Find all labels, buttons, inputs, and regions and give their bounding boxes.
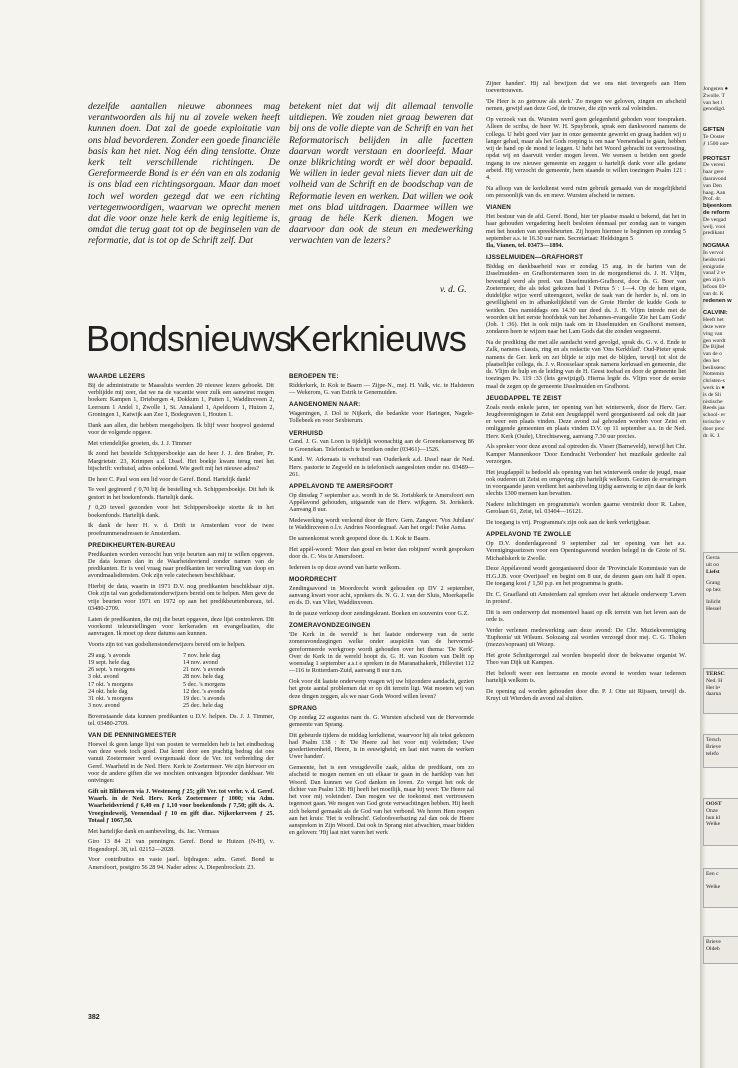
paragraph: Het appèl-woord: 'Meer dan goud en beter dan robijnen' wordt gesproken door ds. C. Vos te Amersfoort. [289,545,474,560]
date-cell: 17 okt. 's morgens [88,680,134,688]
kerknieuws-column-right [486,80,686,706]
paragraph: Cand. J. G. van Loon is tijdelijk woonachtig aan de Groenekanseweg 86 te Groenekan. Telefonisch te bereiken onder (03461)—1526. [289,438,474,453]
date-cell: 26 sept. 's morgens [88,666,136,673]
ad-line: Inlicht [706,598,721,605]
date-cell: 19 sept. hele dag [88,658,130,666]
fragment-line: deze were [703,323,726,330]
ad-line: op bez [706,587,721,594]
fragment-line: dr. K. J. [703,432,721,439]
paragraph: Zendingsavond in Moordrecht wordt gehouden op DV 2 september, aanvang kwart voor acht, sprekers ds. N. G. J. van der Sluis, Moerkapelle en ds. D. van Vliet, Waddinxveen. [289,584,474,607]
ad-line: TERSC [706,671,725,677]
heading-moordrecht: MOORDRECHT [289,576,337,583]
paragraph: Dr. C. Graafland uit Amsterdam zal spreken over het aktuele onderwerp 'Leven in protest'. [486,590,686,605]
fragment-line: Nottemin [703,371,725,378]
fragment-line: haag. Aan [703,189,726,196]
paragraph: Deze Appèlavond wordt georganiseerd door de 'Provinciale Kommissie van de H.G.J.B. voor Overijssel' en begint om 8 uur, de deuren gaan om half 8 open. De toegang kost ƒ 1,50 p.p. en het programma is gratis. [486,565,686,587]
fragment-line: De vereni [703,162,725,169]
heading-waarde-lezers: WAARDE LEZERS [88,373,146,380]
fragment-heading: PROTEST [703,155,731,162]
fragment-line: Heeft het [703,317,724,324]
paragraph: Het belooft weer een leerzame en mooie avond te worden waar iedereen hartelijk welkom is. [486,669,686,684]
date-cell: 3 okt. avond [88,673,119,681]
ad-box [703,734,738,768]
paragraph: Het grote Schnitgerorgel zal worden bespeeld door de bekwame organist W. Theo van Dijk uit Kampen. [486,651,686,666]
paragraph: Laten de predikanten, die mij die beurt opgaven, deze lijst controleren. Dit voorkomt teleurstellingen voor kerkeraden en evangelisaties, die aanvragen. Ik moet op deze datums aan kunnen. [88,615,274,637]
heading-sprang: SPRANG [289,704,318,712]
page-number: 382 [88,1014,100,1021]
ad-line: OOST [706,801,722,807]
fragment-line: predikant [703,230,725,237]
heading-penningmeester: VAN DE PENNINGMEESTER [88,732,177,739]
ad-line: telefo [706,750,719,757]
ad-line: Tersch [706,737,721,743]
heading-zomeravondzegingen: ZOMERAVONDZEGINGEN [289,622,371,630]
paragraph: Zijner handen'. Hij zal bewijzen dat we ons niet tevergeefs aan Hem toevertrouwen. [486,80,686,95]
ad-line: Ned. H [706,677,723,684]
fragment-line: heidsvriei [703,256,726,263]
fragment-line: torische v [703,419,725,426]
heading-beroepen: BEROEPEN TE: [289,373,339,380]
ad-line: daarna [706,691,721,698]
paragraph: Voor contributies en vaste jaarl. bijdragen: adm. Geref. Bond te Amersfoort, postgiro 56 28 94. Nader adres: A. Diepenbrockstr. 23. [88,856,274,871]
paragraph: Het bestuur van de afd. Geref. Bond, hier ter plaatse maakt u bekend, dat het in haar gehouden vergadering heeft besloten éénmaal per zondag aan te vangen met het houden van spreekbeurten. Zij hopen hiermee te beginnen op zondag 5 september a.s. te 16.30 uur nam. Secretariaat: Heldsingen 5 [486,213,686,242]
paragraph: Bovenstaande data kunnen predikanten u D.V. helpen. Ds. J. J. Timmer, tel. 03480-2709. [88,712,274,727]
paragraph: De opening zal worden gehouden door dhr. P. J. Otte uit Rijssen, terwijl ds. Kruyt uit Wierden de avond zal sluiten. [486,687,686,702]
fragment-line: van het l [703,99,723,106]
paragraph: Biddag en dankbaarheid was er zondag 15 aug. in de harten van de IJsselmuiden- en Grafhorsternaren toen in de morgendienst ds. J. H. Vlijm, bevestigd werd als pred. van IJsselmuiden-Grafhorst, door ds. G. Boer van Zoetermeer, die als tekst gekozen had 1 Petrus 5 : 1—4. Op de hem eigen, duidelijke wijze werd uiteengezet, welke de taak van de herder is, nl. om in gewilligheid en in afhankelijkheid van de Grote Herder de kudde Gods te weiden. Des namiddags om 14.30 uur deed ds. J. H. Vlijm intrede met de woorden uit het eerste hoofdstuk van het Johannes-evangelie 'Zie het Lam Gods' (Joh. 1 :36). Het is ook mijn taak om in IJsselmuiden en Grafhorst mensen, zondaren heen te wijzen naar het Lam Gods dat die zonden wegneemt. [486,263,686,336]
fragment-line: school- er [703,412,726,419]
paragraph: ƒ 0,20 teveel gezonden voor het Schippersboekje stortte ik in het boekenfonds. Hartelijk dank. [88,504,274,519]
paragraph: Als spreker voor deze avond zal optreden ds. Visser (Barneveld), terwijl het Chr. Kamper Mannenkoor 'Door Eendracht Verbonden' het muzikale gedeelte zal verzorgen. [486,443,686,465]
fragment-line: werk in ● [703,385,725,392]
date-cell: 14 nov. avond [183,658,218,666]
fragment-heading: NOGMAA [703,243,730,250]
paragraph: Met hartelijke dank en aanbeveling, ds. Jac. Vermaas [88,827,220,835]
fragment-line: gen zijn h [703,277,726,284]
fragment-line: Reeds jaa [703,405,725,412]
paragraph: Hierbij de data, waarin in 1971 D.V. nog predikanten beschikbaar zijn. Ook zijn tal van godsdienstonderwijzers bereid om te helpen. Men geve de vrije beurten voor 1971 en 1972 op aan het predikbeurtenbureau, tel. 03480-2709. [88,583,274,612]
fragment-line: Jongeren ● [703,86,728,92]
paragraph: Dit gebeurde tijdens de middag kerkdienst, waarvoor hij als tekst gekozen had Psalm 138 : 8: 'De Heere zal het voor mij voleinden; Uwe goedertierenheid, Heere, is in eeuwigheid; en laat niet varen de werken Uwer handen'. [289,731,474,761]
ad-line: Liefst [706,568,720,575]
intro-text-left: dezelfde aantallen nieuwe abonnees mag verantwoorden als hij nu al zovele weken heeft kunnen doen. Dat zal de goede exploitatie van ons blad bevorderen. Zonder een goede financiële basis kan het niet. Nog één ding tenslotte. Onze kerk telt verschillende richtingen. De Gereformeerde Bond is er één van en als zodanig is ons blad een richtingsorgaan. Maar dan moet toch wel worden gezegd dat we een richting vertegenwoordigen, waarvan we oprecht menen dat die voor onze hele kerk de enig legitieme is, omdat die terug gaat tot op de beginselen van de reformatie, dat is tot op de Schrift zelf. Dat [88,101,280,247]
paragraph: Dank aan allen, die hebben meegeholpen. Ik blijf weer hoopvol gestemd voor de volgende opgave. [88,421,274,436]
fragment-line: lefoon 03• [703,283,727,290]
fragment-line: vanaf 2 s• [703,270,726,277]
ad-line: Een c [706,871,719,877]
fragment-line: Te Ooster [703,133,725,140]
fragment-line: redenen w [703,297,732,304]
ad-line: hun kl [706,814,721,821]
intro-text-right: betekent niet dat wij dit allemaal tenvolle uitdiepen. We zouden niet graag beweren dat bij ons de volle diepte van de Schrift en van het Reformatorisch belijden in alle facetten daarvan wordt verstaan en doorleefd. Maar onze blikrichting wordt er wèl door bepaald. We willen in ieder geval niets liever dan uit de volheid van de Schrift en de boodschap van de Reformatie leven en werken. Dat willen we ook met ons blad uitdragen. Daarmee willen we graag de héle Kerk dienen. Mogen we daarvoor dan ook de steun en medewerking verwachten van de lezers? [289,101,473,247]
heading-jeugdappel-zeist: JEUGDAPPEL TE ZEIST [486,394,562,402]
date-cell: 7 nov. hele dag [183,651,221,659]
fragment-line: nistische [703,398,723,405]
paragraph: Zoals reeds enkele jaren, ter opening van het winterwerk, door de Herv. Ger. Jeugdverenigingen te Zeist een Jeugdappèl werd georganiseerd zal ook dit jaar er weer een plaats vinden. Deze avond zal gehouden worden voor Zeist en omliggende gemeenten en plaats vinden D.V. op 11 september a.s. in de Ned. Herv. Kerk (Oude), Utrechtseweg, aanvang 7.30 uur precies. [486,403,686,440]
fragment-line: haar gere [703,169,724,176]
paragraph: Wageningen, J. Dol te Nijkerk, die bedankte voor Haringen, Nagele-Tollebeek en voor Sexbierum. [289,410,474,425]
next-page-fragment [703,86,737,439]
date-cell: 5 dec. 's morgens [183,680,226,688]
heading-appelavond-zwolle: APPELAVOND TE ZWOLLE [486,531,572,539]
dates-table [88,652,274,710]
fragment-line: daaravond [703,175,727,182]
paragraph: Na de prediking die met alle aandacht werd gevolgd, sprak ds. G. v. d. Ende te Zalk, namens classis, ring en als redactie van 'Ons Kerkblad'. Oud-Pieter sprak namens de Ger. kerk en zei blijde te zijn met de blijden, terwijl tot slot de plaatselijke collega, ds. J. v. Roosselaar sprak namens kerkraad en gemeente, die ds. Vlijm de hulp en de leiding van de H. Geest toebad en door de gemeente liet toezingen Ps. 119 :33 (lets gewijzigd). Hierna legde ds. Vlijm voor de eerste maal de zegen op de gemeente IJsselmuiden en Grafhorst. [486,339,686,390]
ad-box [703,552,738,644]
fragment-line: genodigd. [703,106,726,113]
paragraph: 'De Heer is zo getrouw als sterk.' Zo mogen we geloven, zingen en afscheid nemen, gewijd aan deze God, de trouwe, die zijn werk zal voleinden. [486,98,686,113]
heading-appelavond-amersfoort: APPELAVOND TE AMERSFOORT [289,483,394,490]
paragraph: Ridderkerk, Ir. Kok te Baarn — Zijpe-N., mej. H. Valk, vic. te Halsteren — Wekerom, G. van Estrik te Genemuiden. [289,381,474,396]
fragment-line: Prof. dr. [703,196,722,203]
paragraph: Op dinsdag 7 september a.s. wordt in de St. Jorisbkerk te Amersfoort een Appèlavond gehouden, uitgaande van de Herv. wijkgem. St. Joriskerk. Aanvang 8 uur. [289,491,474,514]
paragraph: Predikanten worden verzocht hun vrije beurten aan mij te willen opgeven. De data komen dan in de Waarheidsvriend zonder namen van de predikanten. Er is veel vraag naar predikanten ter vervulling van doop en avondmaalsdiensten. Ook zijn vele catechesen beschikbaar. [88,550,274,580]
paragraph: Op D.V. donderdagavond 9 september zal ter opening van het a.s. Verenigingsseizoen voor een Openingsavond worden belegd in de Grote of St. Michaëlskerk te Zwolle. [486,540,686,562]
heading-vianen: VIANEN [486,204,511,212]
paragraph: Dit is een onderwerp dat momenteel haast op elk terrein van het leven aan de orde is. [486,608,686,623]
date-cell: 25 dec. hele dag [183,702,224,710]
paragraph: De samenkomst wordt geopend door ds. I. Kok te Baarn. [289,535,430,542]
date-cell: 29 aug. 's avonds [88,651,131,659]
fragment-line: christen-s [703,378,725,385]
fragment-line: gen wordt [703,337,726,344]
heading-predikbeurten: PREDIKHEURTEN-BUREAU [88,541,176,549]
date-cell: 24 okt. hele dag [88,687,128,695]
paragraph: 'De Kerk in de wereld' is het laatste onderwerp van de serie zomeravondzegingen welke onder auspiciën van de hervormd-gereformeerde werkgroep wordt gehouden over het thema: 'De Kerk'. Over de Kerk in de wereld hoopt ds. G. H. van Kooten van Delft op woensdag 1 september a.s.t e spreken in de Maranathakerk, Hilleviiet 112—116 te Rotterdam-Zuid, aanvang 8 uur n.m. [289,631,474,675]
paragraph: Iedereen is op deze avond van harte welkom. [289,563,401,571]
paragraph: Kand. W. Arkeraats is verhuisd van Ouderkerk a.d. IJssel naar de Ned. Herv. pastorie te Zegveld en is telefonisch aangesloten onder no. 03489—261. [289,456,474,478]
fragment-line: De vergad [703,216,727,223]
date-cell: 19 dec. 's avonds [183,695,226,702]
paragraph: Nadere inlichtingen en programma's worden gaarne verstrekt door R. Labee, Gerolaan 61, Zeist, tel. 03404—16121. [486,501,686,516]
paragraph: Ila, Vianen, tel. 03473—1894. [486,242,564,249]
fragment-line: In vervol [703,249,724,256]
date-cell: 28 nov. hele dag [183,673,224,681]
paragraph: Gift uit Blithoven via J. Westeneng ƒ 25; gift Ver. tot verbr. v. d. Geref. Waarh. in de Ned. Herv. Kerk Zoetermeer ƒ 1000; via Adm. Waarheidsvriend ƒ 6,40 en ƒ 1,10 voor boekenfonds ƒ 7,50; gift ds. A. Vroegindeweij, Veenendaal ƒ 10 en gift diac. Nijkerkerveen ƒ 25. Totaal ƒ 1067,50. [88,787,274,824]
date-cell: 3 nov. avond [88,702,120,710]
paragraph: Met vriendelijke groeten, ds. J. J. Timmer [88,439,192,447]
fragment-heading: GIFTEN [703,127,725,134]
section-title-kerknieuws: Kerknieuws [288,318,467,359]
paragraph: Giro 13 84 21 van penningm. Geref. Bond te Huizen (N-H), v. Hogendorpl. 38, tel. 02152—2028. [88,838,274,853]
fragment-line: bijeenkom [703,203,732,210]
ad-line: Hessel [706,605,721,612]
fragment-line: ving van [703,330,723,337]
date-cell: 21 nov. 's avonds [183,666,226,673]
paragraph: De toegang is vrij. Programma's zijn ook aan de kerk verkrijgbaar. [486,519,651,526]
paragraph: Voorts zijn tot van godsdienstonderwijzers bereid om te helpen. [88,640,246,648]
bondsnieuws-column [88,368,274,874]
paragraph: Te veel gegireerd ƒ 0,70 bij de bestelling v.h. Schippersboekje. Dit heb ik gestort in het boekenfonds. Hartelijk dank. [88,486,274,501]
fragment-line: van Den [703,182,722,189]
date-cell: 31 okt. 's morgens [88,695,134,702]
fragment-line: welj. vooi [703,223,726,230]
ad-line: uit oo [706,561,719,568]
ad-line: Onze [706,807,718,814]
paragraph: Op zondag 22 augustus nam ds. G. Wursten afscheid van de Hervormde gemeente van Sprang. [289,713,474,728]
fragment-line: is de Sli [703,391,722,398]
ad-box [703,798,738,846]
ad-line: Grang [706,580,720,587]
paragraph: Verder verlenen medewerking aan deze avond: De Chr. Muziekvereniging 'Euphonia' uit Wilsum. Solozang zal worden verzorgd door mej. C. G. Tholen (mezzo/sopraan) uit Wezep. [486,626,686,648]
kerknieuws-column [289,368,474,840]
heading-verhuisd: VERHUISD [289,429,324,437]
ad-box [703,868,738,908]
paragraph: Ik zond het bestelde Schippersboekje aan de heer J. J. den Braber, Pr. Margrietstr. 23, Krimpen a.d. IJssel. Het boekje kwam terug met het bijschrift: verhuisd, adres onbekend. Wie geeft mij het nieuwe adres? [88,450,274,472]
date-cell: 12 dec. 's avonds [183,687,226,695]
ad-line: Het b• [706,684,721,691]
ad-line: Welke [706,821,721,828]
fragment-line: van dr. K [703,290,724,297]
paragraph: Bij de administratie te Maassluis werden 20 nieuwe lezers geboekt. Dit verblijdde mij zeer, dat we na de vacantie weer zulk een aanwinst mogen boeken: Kampen 1, Driebergen 4, Dokkum 1, Putten 1, Waddinxveen 2, Leersum 1 Andel 1, Zwolle 1, St. Annaland 1, Apeldoorn 1, Huizen 2, Groningen 1, Katwijk aan Zee 1, Bodegraven 1, Houten 1. [88,381,274,418]
section-title-bondsnieuws: Bondsnieuws [86,318,292,359]
fragment-line: door proc [703,425,725,432]
paragraph: Na afloop van de kerkdienst werd ruim gebruik gemaakt van de mogelijkheid om persoonlijk van ds. en mevr. Wursten afscheid te nemen. [486,184,686,199]
paragraph: Op verzoek van ds. Wursten werd geen gelegenheid geboden voor toespraken. Alleen de scriba, de heer W. H. Spuybroek, sprak een dankwoord namens de collega. U hebt goed vier jaar in onze gemeente gewerkt en graag hadden wij u langer gehad, maar als het Gods roeping is om naar Veenendaal te gaan, hebben wij de hand op de mond te leggen. U hebt het Woord gebracht tot vertroosting, opdat wij en daarvuit verder mogen leven. We wensen u beiden een goede ingang in uw nieuwe gemeente en zeggen u hartelijk dank voor alle gedane arbeid. Hij verzocht de gemeente, hem staande te willen toezingen Psalm 121 : 4. [486,116,686,181]
paragraph: Medewerking wordt verleend door de Herv. Gem. Zangver. 'Vox Jubilans' te Waddinxveen o.l.v. Andries Noordegraaf. Aan het orgel: Feike Asma. [289,517,474,532]
ad-line: Brieve [706,743,721,750]
fragment-line: den het [703,357,720,364]
ad-box [703,668,738,714]
intro-signature: v. d. G. [440,285,467,295]
paragraph: Hoewel ik geen lange lijst van posten te vermelden heb is het eindbedrag van deze week toch goed. Dat komt door een prachtig bedrag dat ons vanuit Zoetermeer werd overgemaakt door de Ver. tot verbreiding der Geref. Waarheid in de Ned. Herv. Kerk te Zoetermeer. We zijn hiervoor en voor de andere giften die we mochten ontvangen bijzonder dankbaar. We ontvingen: [88,740,274,784]
fragment-heading: CALVINI: [703,310,728,317]
ad-line: Gevra [706,555,720,561]
fragment-line: Zwolle. T [703,92,725,99]
ad-line: Oldeb [706,945,720,952]
paragraph: De heer C. Paul won een lid voor de Geref. Bond. Hartelijk dank! [88,475,251,483]
fragment-line: De Bijbel [703,344,725,351]
fragment-line: de reform [703,209,730,216]
fragment-line: beslissenc [703,364,726,371]
paragraph: In de pauze verkoop door zendingskrant. Boeken en souvenirs voor G.Z. [289,610,469,617]
heading-aangenomen: AANGENOMEN NAAR: [289,401,361,409]
ad-box [703,936,738,964]
fragment-line: emigratie [703,263,725,270]
heading-ijsselmuiden: IJSSELMUIDEN—GRAFHORST [486,254,584,262]
paragraph: Het jeugdappèl is bedoeld als opening van het winterwerk onder de jeugd, maar ook ouderen uit Zeist en omgeving zijn hartelijk welkom. Gezien de ervaringen in voorgaande jaren verdient het aanbeveling tijdig aanwezig te zijn daar de kerk slechts 1300 mensen kan bevatten. [486,468,686,498]
fragment-line: van de o [703,351,722,358]
fragment-line: ƒ 1500 ont• [703,140,729,147]
ad-line: Welke [706,883,721,890]
ad-line: Brieve [706,939,721,945]
paragraph: Gemeente, het is een vreugdevolle zaak, aldus de predikant, om zo afscheid te mogen nemen en uit elkaar te gaan in de hartklop van het Woord. Dan kunnen we God danken en loven. Zo vergat het ook de dichter van Psalm 138: Hij heeft het moeilijk, maar hij weet: 'De Heere zal het voor mij voleinden'. Dan mogen we de toekomst met vertrouwen tegemoet gaan. We mogen van God grote verwachtingen hebben. Hij heeft zich bekend gemaakt als de God van het verbond. We horen Hem roepen aan het kruis: 'Het is volbracht'. Geloofsverbazing zal dan ook de Heere aanspreken in Zijn Woord. Dat ook in Sprang niet afwachten, maar bidden en geloven: 'Hij laat niet varen het werk [289,764,474,837]
paragraph: Ook voor dit laatste onderwerp vragen wij uw bijzondere aandacht, gezien het grote aantal problemen dat er op dit terrein ligt. Wat moeten wij van deze dingen zeggen, als we naar Gods Woord willen leven? [289,678,474,700]
paragraph: Ik dank de heer H. v. d. Drift te Amsterdam voor de twee proefnummeradressen te Amsterdam. [88,522,274,537]
